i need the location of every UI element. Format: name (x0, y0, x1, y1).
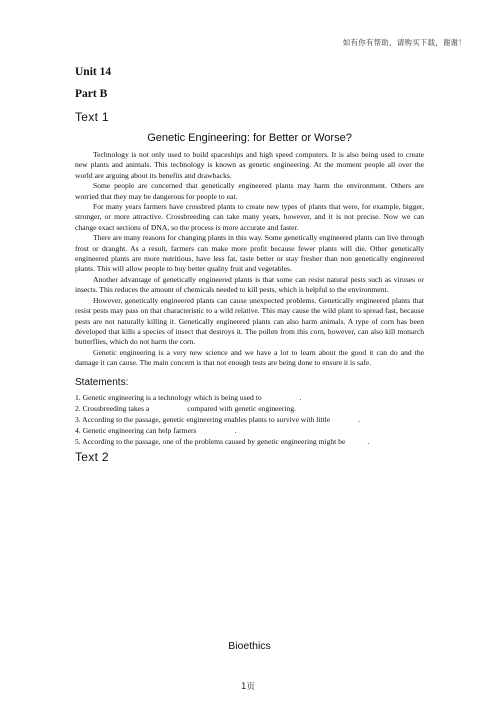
paragraph-3: For many years farmers have crossbred plants to create new types of plants that were, for example, bigger, stronger, or more attractive. Crossbreeding can take many years, however, and it is not precise. Now we can change exact sections of DNA, so the process is more accurate and faster. (75, 202, 424, 232)
text2-heading: Text 2 (75, 449, 109, 464)
statement-text-end: . (367, 437, 370, 447)
paragraph-6: However, genetically engineered plants can cause unexpected problems. Genetically engineered plants that resist pests may pass on that characteristic to a wild relative. This may cause the wild plant to spread fast, because pests are not naturally killing it. Genetically engineered plants can also harm animals. A type of corn has been developed that kills a species of insect that destroys it. The pollen from this corn, however, can also kill monarch butterflies, which do not harm the corn. (75, 295, 424, 347)
statement-2 (75, 403, 424, 414)
paragraph-5: Another advantage of genetically engineered plants is that some can resist natural pests such as viruses or insects. This reduces the amount of chemicals needed to kill pests, which is helpful to the environment. (75, 274, 424, 295)
statement-text: 5. According to the passage, one of the problems caused by genetic engineering might be (75, 437, 346, 447)
text1-heading: Text 1 (75, 110, 109, 124)
text1-title: Genetic Engineering: for Better or Worse? (147, 132, 352, 144)
part-title: Part B (75, 88, 108, 100)
paragraph-7: Genetic engineering is a very new science and we have a lot to learn about the good it can do and the damage it can cause. The main concern is that not enough tests are being done to ensure it is safe. (75, 347, 424, 368)
page-number: 1页 (241, 682, 255, 692)
statement-text-end: . (234, 426, 237, 436)
statement-5 (75, 436, 424, 447)
statement-text: 4. Genetic engineering can help farmers (75, 426, 197, 436)
paragraph-2: Some people are concerned that genetically engineered plants may harm the environment. Others are worried that they may be dangerous for people to eat. (75, 181, 424, 201)
statement-1 (75, 392, 424, 403)
statement-text-end: compared with genetic engineering. (187, 403, 297, 413)
statement-text-end: . (358, 414, 361, 424)
statements-heading: Statements: (75, 376, 129, 388)
header-note: 如有你有帮助，请购买下载，谢谢！ (342, 38, 466, 47)
unit-title: Unit 14 (75, 66, 112, 78)
paragraph-4: There are many reasons for changing plants in this way. Some genetically engineered plants can live through frost or draught. As a result, farmers can make more profit because fewer plants will die. Other genetically engineered plants are more nutritious, have less fat, taste better or stay fresher than non genetically engineered plants. This will allow people to buy better quality fruit and vegetables. (75, 233, 424, 274)
paragraph-1: Technology is not only used to build spaceships and high speed computers. It is also being used to create new plants and animals. This technology is known as genetic engineering. At the moment people all over the world are arguing about its benefits and drawbacks. (75, 150, 424, 180)
statement-text: 1. Genetic engineering is a technology which is being used to (75, 392, 262, 402)
statement-text: 2. Crossbreeding takes a (75, 403, 150, 413)
text2-title: Bioethics (228, 640, 271, 652)
statement-text-end: . (299, 392, 302, 402)
document-content (75, 66, 424, 472)
statement-4 (75, 425, 424, 436)
statement-3 (75, 414, 424, 425)
statement-text: 3. According to the passage, genetic engineering enables plants to survive with little (75, 414, 331, 424)
